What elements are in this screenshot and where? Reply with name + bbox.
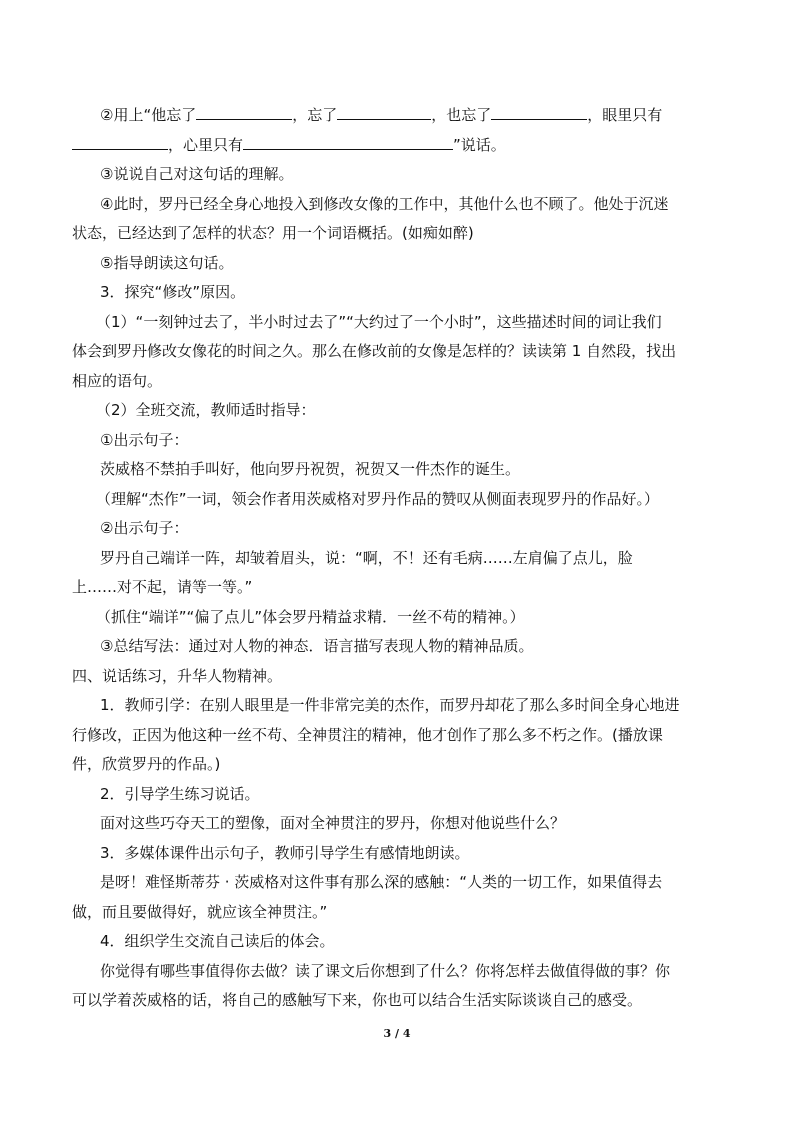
paragraph-line: 你觉得有哪些事值得你去做？读了课文后你想到了什么？你将怎样去做值得做的事？你 [100, 961, 671, 980]
paragraph-line: ⑤指导朗读这句话。 [100, 253, 234, 272]
page-number: 3 / 4 [383, 1027, 411, 1040]
blank-5 [243, 132, 453, 150]
paragraph-line: ④此时，罗丹已经全身心地投入到修改女像的工作中，其他什么也不顾了。他处于沉迷 [100, 194, 669, 213]
section-heading: 3．探究“修改”原因。 [100, 283, 246, 301]
text-segment: ”说话。 [453, 135, 506, 154]
text-segment: ，眼里只有 [587, 106, 663, 124]
text-segment: ，忘了 [292, 106, 338, 124]
text-segment: ②用上“他忘了 [100, 106, 197, 124]
quote-line: 罗丹自己端详一阵，却皱着眉头，说：“啊，不！还有毛病……左肩偏了点儿，脸 [100, 548, 633, 567]
section-heading: 四、说话练习，升华人物精神。 [72, 666, 283, 685]
paragraph-line: 可以学着茨威格的话，将自己的感触写下来，你也可以结合生活实际谈谈自己的感受。 [72, 991, 643, 1009]
paragraph-line: 是呀！难怪斯蒂芬 · 茨威格对这件事有那么深的感触：“人类的一切工作，如果值得去 [100, 873, 663, 891]
paragraph-line: （1）“一刻钟过去了，半小时过去了”“大约过了一个小时”，这些描述时间的词让我们 [96, 312, 662, 331]
text-segment: ，心里只有 [168, 135, 244, 154]
paragraph-line: ①出示句子： [100, 430, 189, 449]
paragraph-line: 面对这些巧夺天工的塑像，面对全神贯注的罗丹，你想对他说些什么？ [100, 814, 566, 832]
blank-2 [337, 102, 431, 120]
blank-1 [196, 102, 292, 120]
quote-line: 上……对不起，请等一等。” [72, 578, 253, 596]
document-body [72, 101, 732, 1016]
paragraph-line: 4．组织学生交流自己读后的体会。 [100, 932, 335, 950]
paragraph-line: ②出示句子： [100, 519, 189, 537]
paragraph-line: 状态，已经达到了怎样的状态？用一个词语概括。(如痴如醉) [72, 224, 474, 242]
fill-in-exercise-line-2 [72, 131, 732, 161]
paragraph-line: （2）全班交流，教师适时指导： [96, 401, 316, 419]
fill-in-exercise-line-1 [72, 101, 732, 131]
paragraph-line: 相应的语句。 [72, 371, 163, 390]
paragraph-line: （理解“杰作”一词，领会作者用茨威格对罗丹作品的赞叹从侧面表现罗丹的作品好。） [96, 489, 660, 508]
paragraph-line: ③总结写法：通过对人物的神态．语言描写表现人物的精神品质。 [100, 637, 534, 655]
paragraph-line: 件，欣赏罗丹的作品。) [72, 755, 221, 773]
paragraph-line: 3．多媒体课件出示句子，教师引导学生有感情地朗读。 [100, 843, 470, 862]
paragraph-line: ③说说自己对这句话的理解。 [100, 165, 294, 183]
blank-4 [72, 132, 168, 150]
quote-line: 茨威格不禁拍手叫好，他向罗丹祝贺，祝贺又一件杰作的诞生。 [100, 460, 521, 478]
blank-3 [491, 102, 587, 120]
paragraph-line: 2．引导学生练习说话。 [100, 784, 260, 803]
paragraph-line: 行修改，正因为他这种一丝不苟、全神贯注的精神，他才创作了那么多不朽之作。(播放课 [72, 725, 663, 744]
text-segment: ，也忘了 [431, 106, 492, 124]
paragraph-line: 做，而且要做得好，就应该全神贯注。” [72, 902, 328, 921]
paragraph-line: 体会到罗丹修改女像花的时间之久。那么在修改前的女像是怎样的？读读第 1 自然段，找出 [72, 342, 677, 360]
paragraph-line: （抓住“端详”“偏了点儿”体会罗丹精益求精．一丝不苟的精神。） [96, 607, 525, 626]
paragraph-line: 1．教师引学：在别人眼里是一件非常完美的杰作，而罗丹却花了那么多时间全身心地进 [100, 696, 680, 714]
